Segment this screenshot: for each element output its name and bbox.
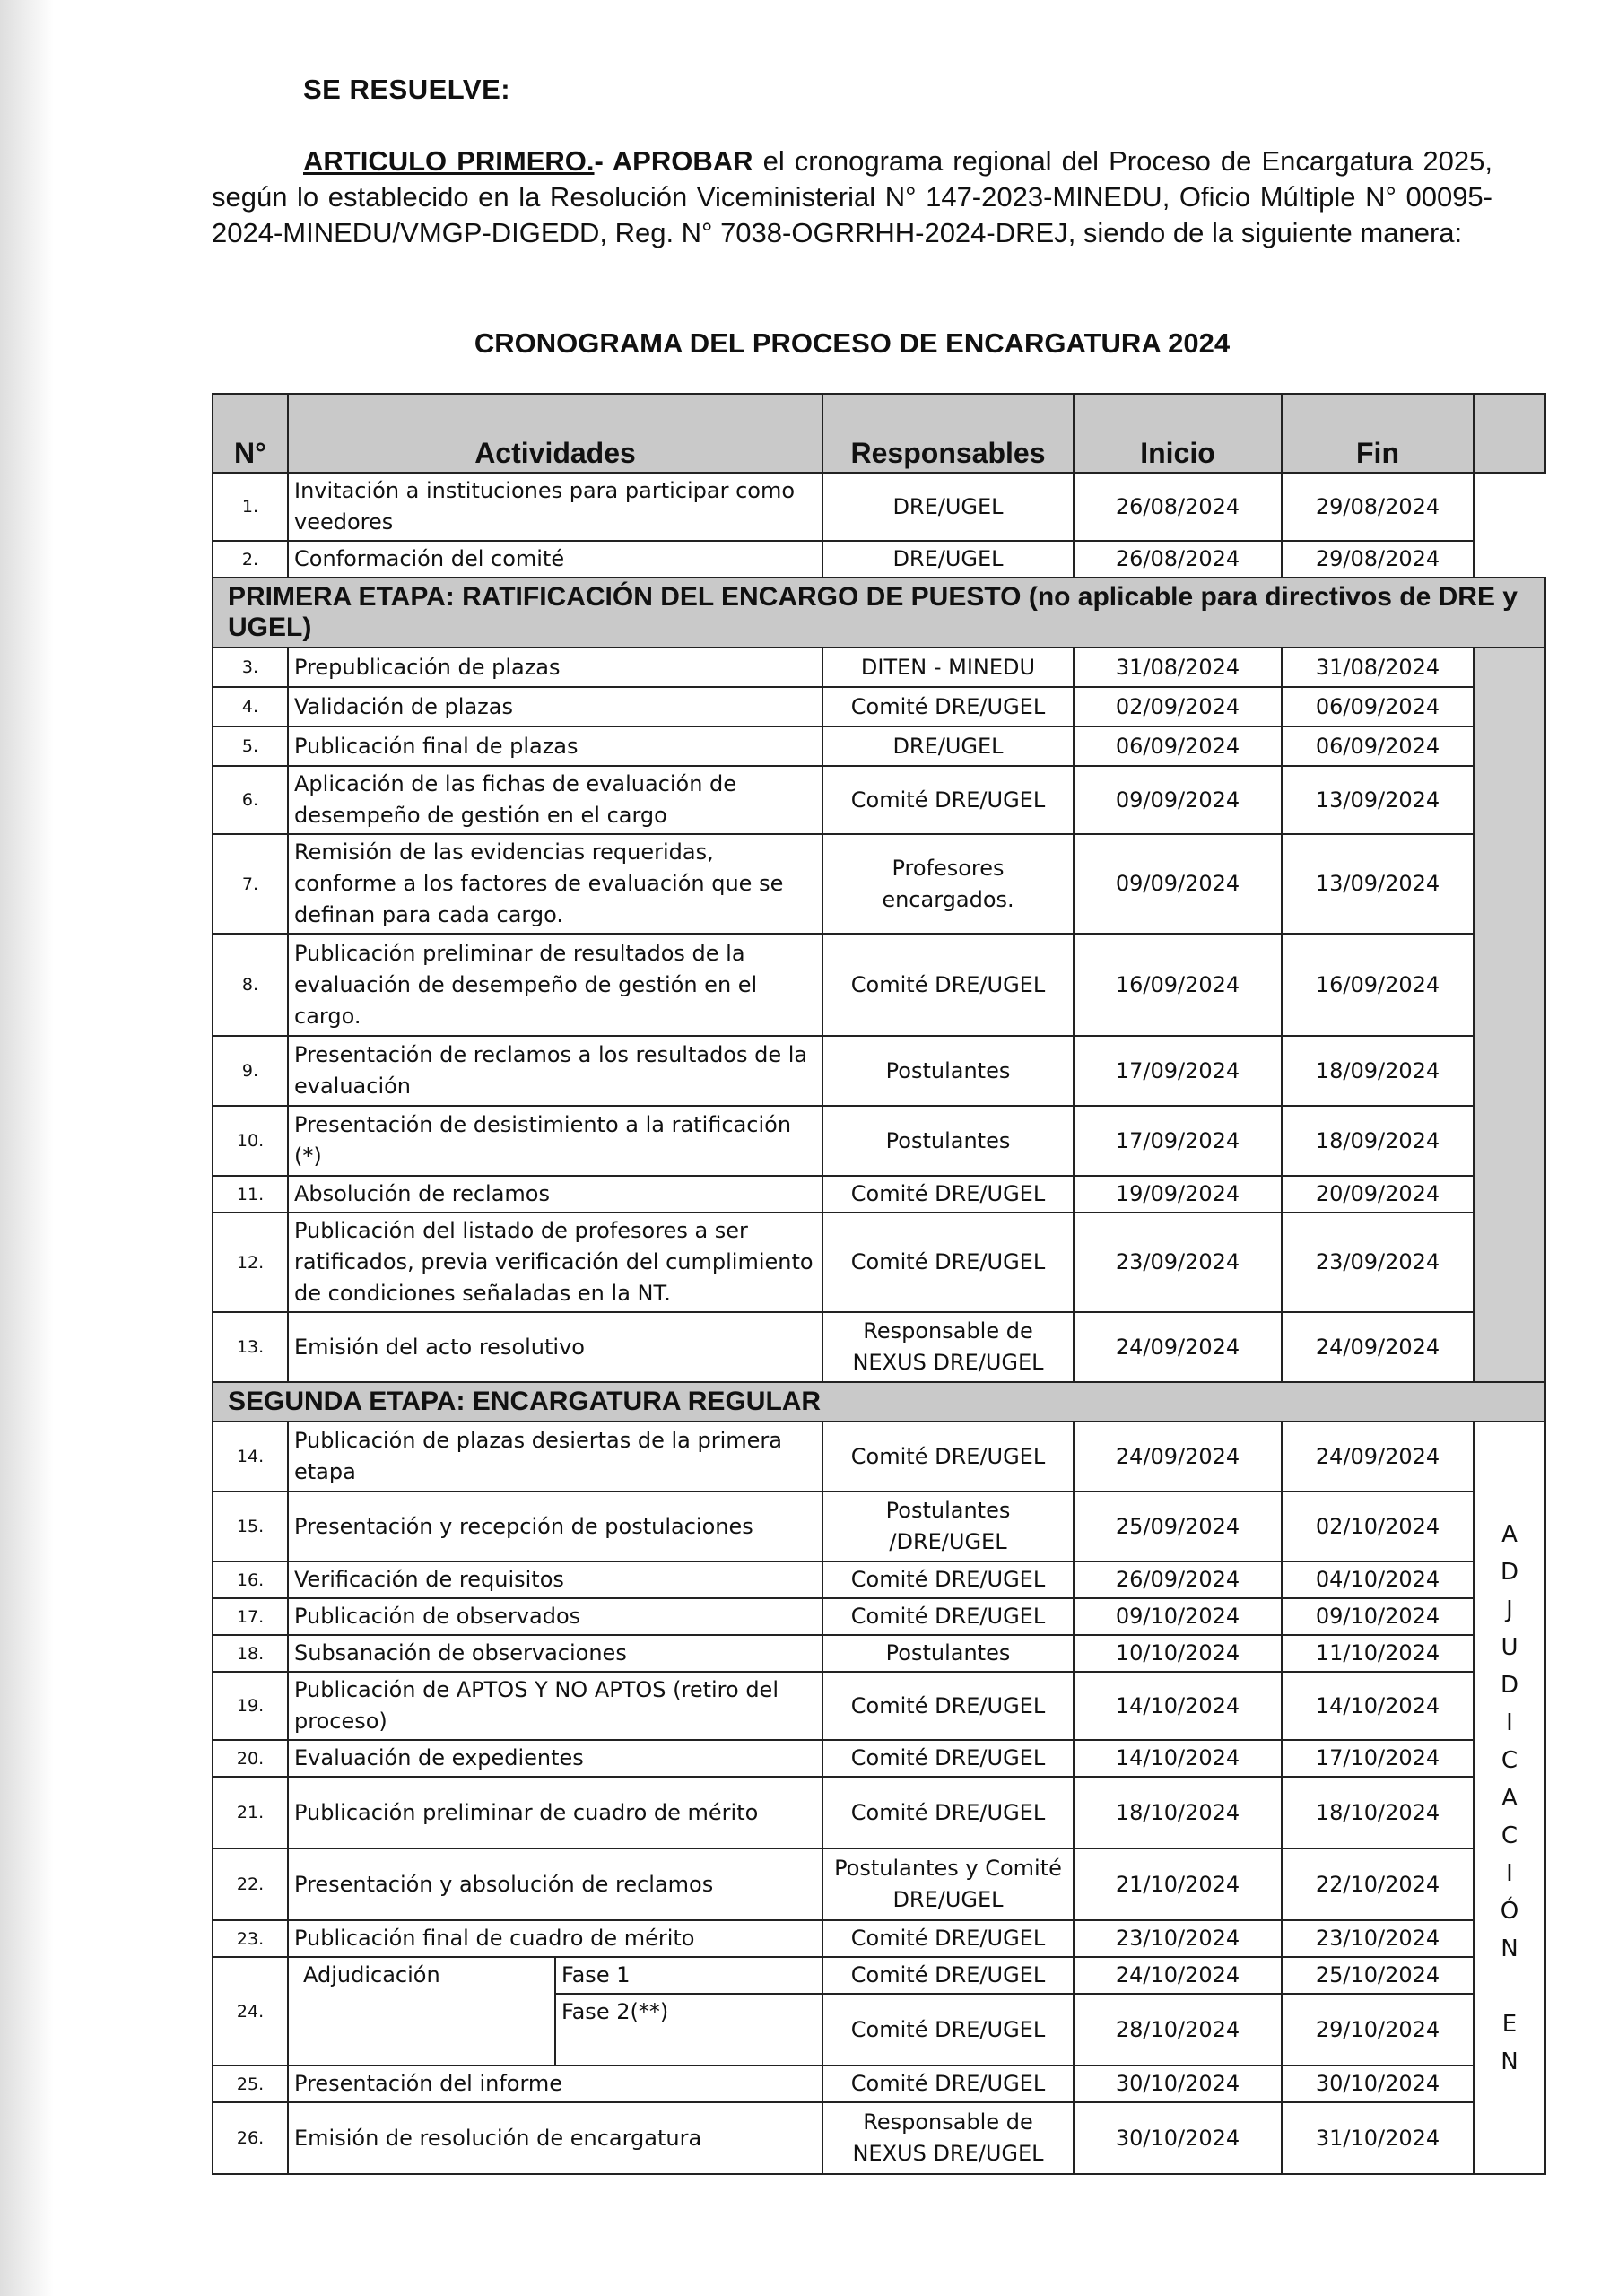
- vertical-letter: N: [1501, 1935, 1518, 1962]
- row-number: 16.: [213, 1561, 288, 1598]
- row-number: 20.: [213, 1740, 288, 1777]
- table-row: [213, 1213, 1545, 1312]
- table-row: [213, 1036, 1545, 1106]
- row-responsible: Comité DRE/UGEL: [822, 934, 1074, 1036]
- row-activity: Emisión del acto resolutivo: [288, 1312, 822, 1382]
- row-end: 25/10/2024: [1282, 1957, 1474, 1994]
- adjudicacion-vertical-label: [1474, 1422, 1545, 2174]
- phase-label: Fase 2(**): [555, 1994, 822, 2066]
- row-number: 19.: [213, 1672, 288, 1740]
- row-number: 23.: [213, 1920, 288, 1957]
- vertical-letter: E: [1501, 2010, 1518, 2038]
- row-number: 10.: [213, 1106, 288, 1176]
- vertical-letter: Ó: [1500, 1897, 1519, 1925]
- row-start: 19/09/2024: [1074, 1176, 1282, 1213]
- row-start: 23/10/2024: [1074, 1920, 1282, 1957]
- row-number: 15.: [213, 1492, 288, 1561]
- vertical-letter: N: [1501, 2048, 1518, 2075]
- table-row: [213, 648, 1545, 687]
- row-start: 21/10/2024: [1074, 1848, 1282, 1920]
- row-responsible: Comité DRE/UGEL: [822, 1740, 1074, 1777]
- row-responsible: Postulantes: [822, 1635, 1074, 1672]
- row-end: 18/10/2024: [1282, 1777, 1474, 1848]
- header-end: Fin: [1282, 394, 1474, 473]
- row-responsible: Comité DRE/UGEL: [822, 1422, 1074, 1492]
- row-start: 17/09/2024: [1074, 1106, 1282, 1176]
- row-number: 9.: [213, 1036, 288, 1106]
- vertical-letter: A: [1501, 1520, 1518, 1548]
- row-responsible: Comité DRE/UGEL: [822, 687, 1074, 726]
- table-row: [213, 726, 1545, 766]
- row-responsible: Comité DRE/UGEL: [822, 1777, 1074, 1848]
- table-row: [213, 1422, 1545, 1492]
- row-start: 24/10/2024: [1074, 1957, 1282, 1994]
- row-start: 24/09/2024: [1074, 1422, 1282, 1492]
- row-number: 6.: [213, 766, 288, 834]
- row-end: 14/10/2024: [1282, 1672, 1474, 1740]
- row-number: 24.: [213, 1957, 288, 2066]
- resolution-heading: SE RESUELVE:: [303, 74, 511, 105]
- row-responsible: Profesores encargados.: [822, 834, 1074, 934]
- row-end: 18/09/2024: [1282, 1106, 1474, 1176]
- row-number: 7.: [213, 834, 288, 934]
- row-activity: Conformación del comité: [288, 541, 822, 578]
- row-responsible: DRE/UGEL: [822, 726, 1074, 766]
- row-end: 24/09/2024: [1282, 1312, 1474, 1382]
- row-activity: Presentación del informe: [288, 2066, 822, 2102]
- row-responsible: Postulantes: [822, 1106, 1074, 1176]
- article-verb: APROBAR: [612, 145, 753, 177]
- row-start: 26/08/2024: [1074, 473, 1282, 541]
- row-start: 28/10/2024: [1074, 1994, 1282, 2066]
- header-activity: Actividades: [288, 394, 822, 473]
- article-paragraph: [212, 144, 1492, 251]
- row-end: 31/10/2024: [1282, 2102, 1474, 2174]
- row-start: 25/09/2024: [1074, 1492, 1282, 1561]
- article-text: el cronograma regional del Proceso de Encargatura 2025, según lo establecido en la Resolución Viceministerial N° 147-2023-MINEDU, Oficio Múltiple N° 00095-2024-MINEDU/VMGP-DIGEDD, Reg. N° 7038-OGRRHH-2024-DREJ, siendo de la siguiente manera:: [212, 145, 1492, 248]
- row-responsible: DRE/UGEL: [822, 541, 1074, 578]
- row-number: 13.: [213, 1312, 288, 1382]
- side-column-middle: [1474, 648, 1545, 1382]
- row-responsible: Comité DRE/UGEL: [822, 1957, 1074, 1994]
- row-activity: Prepublicación de plazas: [288, 648, 822, 687]
- row-activity: Publicación preliminar de resultados de la evaluación de desempeño de gestión en el cargo.: [288, 934, 822, 1036]
- row-activity: Evaluación de expedientes: [288, 1740, 822, 1777]
- table-row: [213, 1312, 1545, 1382]
- row-activity: Publicación preliminar de cuadro de mérito: [288, 1777, 822, 1848]
- row-start: 06/09/2024: [1074, 726, 1282, 766]
- row-number: 26.: [213, 2102, 288, 2174]
- table-row: [213, 1740, 1545, 1777]
- row-activity: Publicación de plazas desiertas de la primera etapa: [288, 1422, 822, 1492]
- table-row: [213, 1920, 1545, 1957]
- table-row: [213, 1672, 1545, 1740]
- row-activity: Publicación final de plazas: [288, 726, 822, 766]
- row-responsible: Responsable de NEXUS DRE/UGEL: [822, 2102, 1074, 2174]
- table-row: [213, 1561, 1545, 1598]
- stage-one-label: PRIMERA ETAPA: RATIFICACIÓN DEL ENCARGO DE PUESTO (no aplicable para directivos de DRE y UGEL): [213, 578, 1545, 648]
- row-end: 29/10/2024: [1282, 1994, 1474, 2066]
- table-row: [213, 934, 1545, 1036]
- vertical-letter: D: [1500, 1671, 1519, 1699]
- row-end: 11/10/2024: [1282, 1635, 1474, 1672]
- row-activity: Publicación de observados: [288, 1598, 822, 1635]
- row-end: 06/09/2024: [1282, 726, 1474, 766]
- row-responsible: Comité DRE/UGEL: [822, 2066, 1074, 2102]
- table-row: [213, 1848, 1545, 1920]
- row-start: 30/10/2024: [1074, 2066, 1282, 2102]
- row-responsible: DRE/UGEL: [822, 473, 1074, 541]
- row-activity: Presentación y recepción de postulaciones: [288, 1492, 822, 1561]
- vertical-letter: C: [1501, 1822, 1518, 1849]
- row-number: 21.: [213, 1777, 288, 1848]
- row-responsible: Comité DRE/UGEL: [822, 766, 1074, 834]
- row-number: 12.: [213, 1213, 288, 1312]
- row-activity: Presentación y absolución de reclamos: [288, 1848, 822, 1920]
- table-row: [213, 473, 1545, 541]
- stage-one-row: [213, 578, 1545, 648]
- row-start: 23/09/2024: [1074, 1213, 1282, 1312]
- row-number: 14.: [213, 1422, 288, 1492]
- row-end: 30/10/2024: [1282, 2066, 1474, 2102]
- article-label: ARTICULO PRIMERO.: [303, 145, 595, 177]
- row-end: 20/09/2024: [1282, 1176, 1474, 1213]
- row-activity: Validación de plazas: [288, 687, 822, 726]
- header-responsible: Responsables: [822, 394, 1074, 473]
- table-row: [213, 1106, 1545, 1176]
- row-end: 29/08/2024: [1282, 541, 1474, 578]
- row-end: 18/09/2024: [1282, 1036, 1474, 1106]
- vertical-letter: I: [1506, 1859, 1513, 1887]
- row-number: 2.: [213, 541, 288, 578]
- row-number: 11.: [213, 1176, 288, 1213]
- row-start: 17/09/2024: [1074, 1036, 1282, 1106]
- row-responsible: Comité DRE/UGEL: [822, 1213, 1074, 1312]
- table-row-adjudication-phase1: [213, 1957, 1545, 1994]
- phase-label: Fase 1: [555, 1957, 822, 1994]
- row-activity: Remisión de las evidencias requeridas, conforme a los factores de evaluación que se definan para cada cargo.: [288, 834, 822, 934]
- row-end: 09/10/2024: [1282, 1598, 1474, 1635]
- row-responsible: Postulantes y Comité DRE/UGEL: [822, 1848, 1074, 1920]
- row-end: 13/09/2024: [1282, 834, 1474, 934]
- row-number: 8.: [213, 934, 288, 1036]
- row-end: 24/09/2024: [1282, 1422, 1474, 1492]
- row-activity: Publicación de APTOS Y NO APTOS (retiro del proceso): [288, 1672, 822, 1740]
- vertical-letter: C: [1501, 1746, 1518, 1774]
- table-row: [213, 1176, 1545, 1213]
- row-activity: Invitación a instituciones para participar como veedores: [288, 473, 822, 541]
- row-activity: Subsanación de observaciones: [288, 1635, 822, 1672]
- row-activity: Publicación del listado de profesores a ser ratificados, previa verificación del cumplimiento de condiciones señaladas en la NT.: [288, 1213, 822, 1312]
- row-responsible: Responsable de NEXUS DRE/UGEL: [822, 1312, 1074, 1382]
- schedule-table: [212, 393, 1546, 2175]
- row-number: 25.: [213, 2066, 288, 2102]
- row-activity: Emisión de resolución de encargatura: [288, 2102, 822, 2174]
- row-start: 16/09/2024: [1074, 934, 1282, 1036]
- row-responsible: Comité DRE/UGEL: [822, 1561, 1074, 1598]
- row-start: 09/09/2024: [1074, 766, 1282, 834]
- header-num: N°: [213, 394, 288, 473]
- schedule-title: CRONOGRAMA DEL PROCESO DE ENCARGATURA 2024: [474, 327, 1231, 359]
- row-number: 1.: [213, 473, 288, 541]
- row-responsible: Comité DRE/UGEL: [822, 1994, 1074, 2066]
- vertical-letter: U: [1501, 1633, 1518, 1661]
- table-row: [213, 2102, 1545, 2174]
- table-row: [213, 834, 1545, 934]
- row-activity: Aplicación de las fichas de evaluación de desempeño de gestión en el cargo: [288, 766, 822, 834]
- row-end: 16/09/2024: [1282, 934, 1474, 1036]
- row-end: 23/10/2024: [1282, 1920, 1474, 1957]
- vertical-letter: [1480, 1968, 1539, 2005]
- row-activity: Presentación de reclamos a los resultados de la evaluación: [288, 1036, 822, 1106]
- row-start: 26/08/2024: [1074, 541, 1282, 578]
- table-row: [213, 766, 1545, 834]
- row-activity: Verificación de requisitos: [288, 1561, 822, 1598]
- article-dash: -: [594, 145, 613, 177]
- table-row: [213, 687, 1545, 726]
- row-start: 14/10/2024: [1074, 1740, 1282, 1777]
- row-responsible: Postulantes: [822, 1036, 1074, 1106]
- stage-two-row: [213, 1382, 1545, 1422]
- vertical-letter: D: [1500, 1558, 1519, 1586]
- row-start: 10/10/2024: [1074, 1635, 1282, 1672]
- vertical-letter: A: [1501, 1784, 1518, 1812]
- row-start: 14/10/2024: [1074, 1672, 1282, 1740]
- row-end: 22/10/2024: [1282, 1848, 1474, 1920]
- vertical-letter: J: [1506, 1596, 1513, 1623]
- row-number: 22.: [213, 1848, 288, 1920]
- row-number: 5.: [213, 726, 288, 766]
- row-start: 09/10/2024: [1074, 1598, 1282, 1635]
- row-start: 24/09/2024: [1074, 1312, 1282, 1382]
- row-responsible: Comité DRE/UGEL: [822, 1672, 1074, 1740]
- row-start: 26/09/2024: [1074, 1561, 1282, 1598]
- table-row: [213, 541, 1545, 578]
- row-end: 06/09/2024: [1282, 687, 1474, 726]
- row-responsible: Comité DRE/UGEL: [822, 1920, 1074, 1957]
- row-activity: Adjudicación: [288, 1957, 555, 2066]
- row-number: 17.: [213, 1598, 288, 1635]
- vertical-letter: I: [1506, 1709, 1513, 1736]
- row-start: 31/08/2024: [1074, 648, 1282, 687]
- table-row: [213, 1777, 1545, 1848]
- table-header-row: [213, 394, 1545, 473]
- table-row: [213, 1492, 1545, 1561]
- vertical-text: [1480, 1516, 1539, 2081]
- row-responsible: Comité DRE/UGEL: [822, 1176, 1074, 1213]
- row-number: 3.: [213, 648, 288, 687]
- row-end: 04/10/2024: [1282, 1561, 1474, 1598]
- stage-two-label: SEGUNDA ETAPA: ENCARGATURA REGULAR: [213, 1382, 1545, 1422]
- table-row: [213, 1598, 1545, 1635]
- table-row: [213, 2066, 1545, 2102]
- row-responsible: Postulantes /DRE/UGEL: [822, 1492, 1074, 1561]
- row-responsible: Comité DRE/UGEL: [822, 1598, 1074, 1635]
- side-column-top: [1474, 394, 1545, 473]
- row-activity: Presentación de desistimiento a la ratificación (*): [288, 1106, 822, 1176]
- row-activity: Absolución de reclamos: [288, 1176, 822, 1213]
- row-end: 02/10/2024: [1282, 1492, 1474, 1561]
- row-start: 09/09/2024: [1074, 834, 1282, 934]
- row-end: 13/09/2024: [1282, 766, 1474, 834]
- row-number: 18.: [213, 1635, 288, 1672]
- row-end: 29/08/2024: [1282, 473, 1474, 541]
- row-responsible: DITEN - MINEDU: [822, 648, 1074, 687]
- header-start: Inicio: [1074, 394, 1282, 473]
- row-number: 4.: [213, 687, 288, 726]
- row-start: 30/10/2024: [1074, 2102, 1282, 2174]
- row-activity: Publicación final de cuadro de mérito: [288, 1920, 822, 1957]
- row-start: 18/10/2024: [1074, 1777, 1282, 1848]
- table-row: [213, 1635, 1545, 1672]
- row-end: 31/08/2024: [1282, 648, 1474, 687]
- row-end: 23/09/2024: [1282, 1213, 1474, 1312]
- scan-shadow: [0, 0, 54, 2296]
- row-start: 02/09/2024: [1074, 687, 1282, 726]
- row-end: 17/10/2024: [1282, 1740, 1474, 1777]
